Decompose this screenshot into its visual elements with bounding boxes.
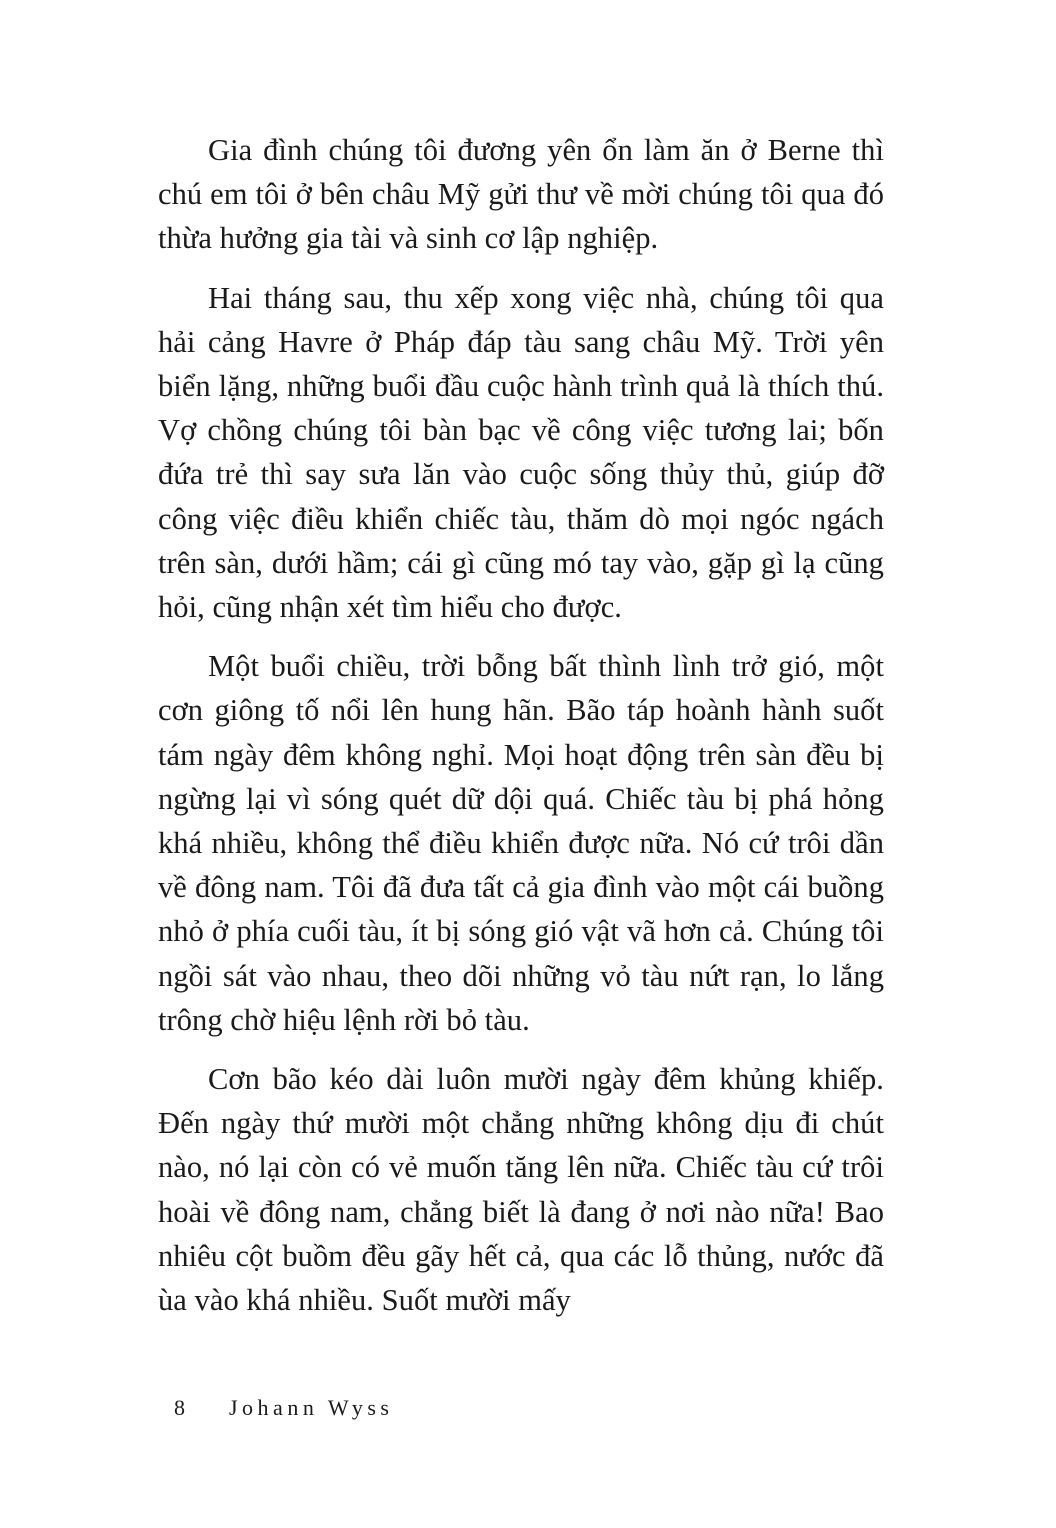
paragraph-3: Một buổi chiều, trời bỗng bất thình lình trở gió, một cơn giông tố nổi lên hung hãn. Bão táp hoành hành suốt tám ngày đêm không nghỉ. Mọi hoạt động trên sàn đều bị ngừng lại vì sóng quét dữ dội quá. Chiếc tàu bị phá hỏng khá nhiều, không thể điều khiển được nữa. Nó cứ trôi dần về đông nam. Tôi đã đưa tất cả gia đình vào một cái buồng nhỏ ở phía cuối tàu, ít bị sóng gió vật vã hơn cả. Chúng tôi ngồi sát vào nhau, theo dõi những vỏ tàu nứt rạn, lo lắng trông chờ hiệu lệnh rời bỏ tàu.: [158, 649, 884, 1037]
paragraph-1: Gia đình chúng tôi đương yên ổn làm ăn ở Berne thì chú em tôi ở bên châu Mỹ gửi thư về mời chúng tôi qua đó thừa hưởng gia tài và sinh cơ lập nghiệp.: [158, 133, 884, 256]
paragraph-4: Cơn bão kéo dài luôn mười ngày đêm khủng khiếp. Đến ngày thứ mười một chẳng những không dịu đi chút nào, nó lại còn có vẻ muốn tăng lên nữa. Chiếc tàu cứ trôi hoài về đông nam, chẳng biết là đang ở nơi nào nữa! Bao nhiêu cột buồm đều gãy hết cả, qua các lỗ thủng, nước đã ùa vào khá nhiều. Suốt mười mấy: [158, 1062, 884, 1318]
page-footer: [174, 1394, 394, 1422]
running-author: Johann Wyss: [229, 1395, 394, 1420]
body-text: [158, 128, 884, 1337]
paragraph-2: Hai tháng sau, thu xếp xong việc nhà, chúng tôi qua hải cảng Havre ở Pháp đáp tàu sang châu Mỹ. Trời yên biển lặng, những buổi đầu cuộc hành trình quả là thích thú. Vợ chồng chúng tôi bàn bạc về công việc tương lai; bốn đứa trẻ thì say sưa lăn vào cuộc sống thủy thủ, giúp đỡ công việc điều khiển chiếc tàu, thăm dò mọi ngóc ngách trên sàn, dưới hầm; cái gì cũng mó tay vào, gặp gì lạ cũng hỏi, cũng nhận xét tìm hiểu cho được.: [158, 280, 884, 625]
page-number: 8: [174, 1395, 185, 1420]
